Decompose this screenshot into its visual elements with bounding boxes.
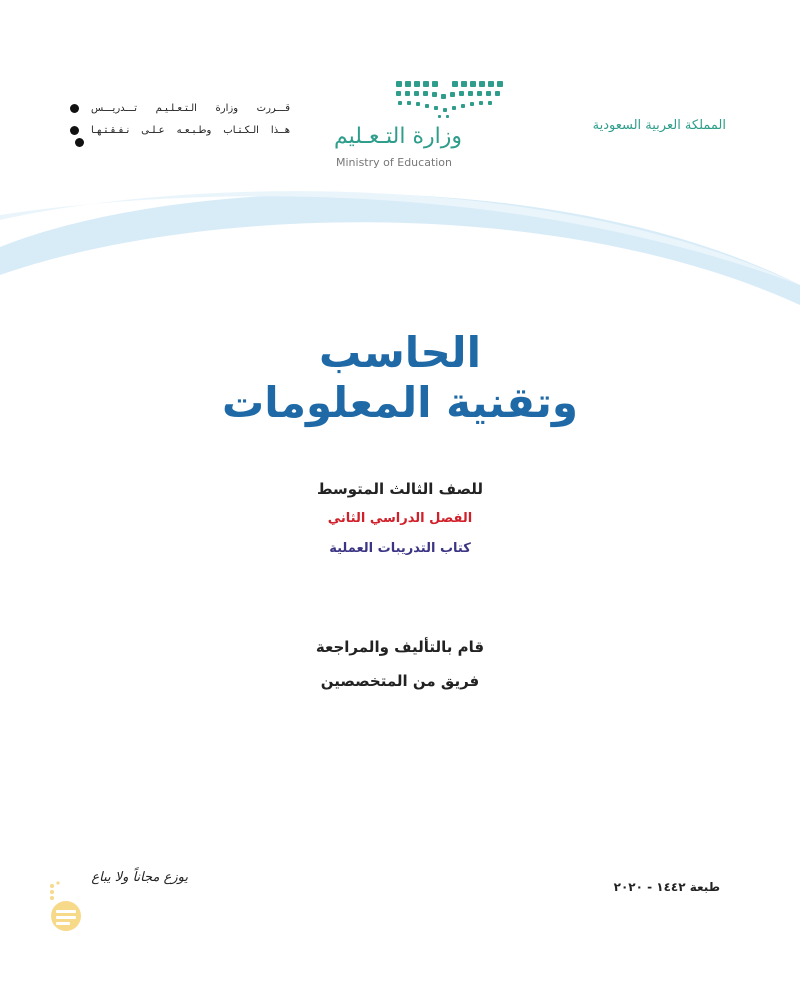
ministry-name-ar: وزارة التـعـليم bbox=[333, 124, 462, 149]
book-title-line-1: الحاسب bbox=[319, 328, 481, 377]
kingdom-name: المملكة العربية السعودية bbox=[592, 118, 726, 133]
authors-label: فريق من المتخصصين bbox=[320, 672, 480, 690]
decree-line bbox=[70, 100, 290, 116]
decree-text-2: هــذا الـكـتـاب وطـبـعـه عـلـى نـفـقـتـهـا bbox=[91, 124, 290, 136]
book-title-line-2: وتقنية المعلومات bbox=[222, 378, 578, 427]
semester-label: الفصل الدراسي الثاني bbox=[327, 511, 473, 526]
background-swoosh bbox=[0, 175, 800, 315]
bullet-dot-icon bbox=[70, 104, 79, 113]
publisher-logo-icon bbox=[46, 880, 86, 936]
book-type-label: كتاب التدريبات العملية bbox=[329, 541, 471, 556]
authorship-label: قام بالتأليف والمراجعة bbox=[315, 638, 485, 656]
bullet-dot-icon bbox=[75, 138, 84, 147]
book-title bbox=[150, 328, 650, 428]
ministry-logo bbox=[330, 78, 520, 169]
edition-label: طبعة ١٤٤٢ - ٢٠٢٠ bbox=[613, 880, 720, 894]
free-distribution-label: يوزع مجاناً ولا يباع bbox=[91, 870, 188, 885]
grade-label: للصف الثالث المتوسط bbox=[316, 480, 484, 498]
ministry-dots-icon bbox=[330, 78, 520, 122]
decree-block bbox=[70, 100, 290, 144]
decree-line bbox=[70, 122, 290, 138]
bullet-dot-icon bbox=[70, 126, 79, 135]
ministry-name-en: Ministry of Education bbox=[336, 156, 453, 169]
decree-text-1: قـــررت وزارة الـتـعـلـيـم تـــدريـــس bbox=[91, 102, 290, 114]
